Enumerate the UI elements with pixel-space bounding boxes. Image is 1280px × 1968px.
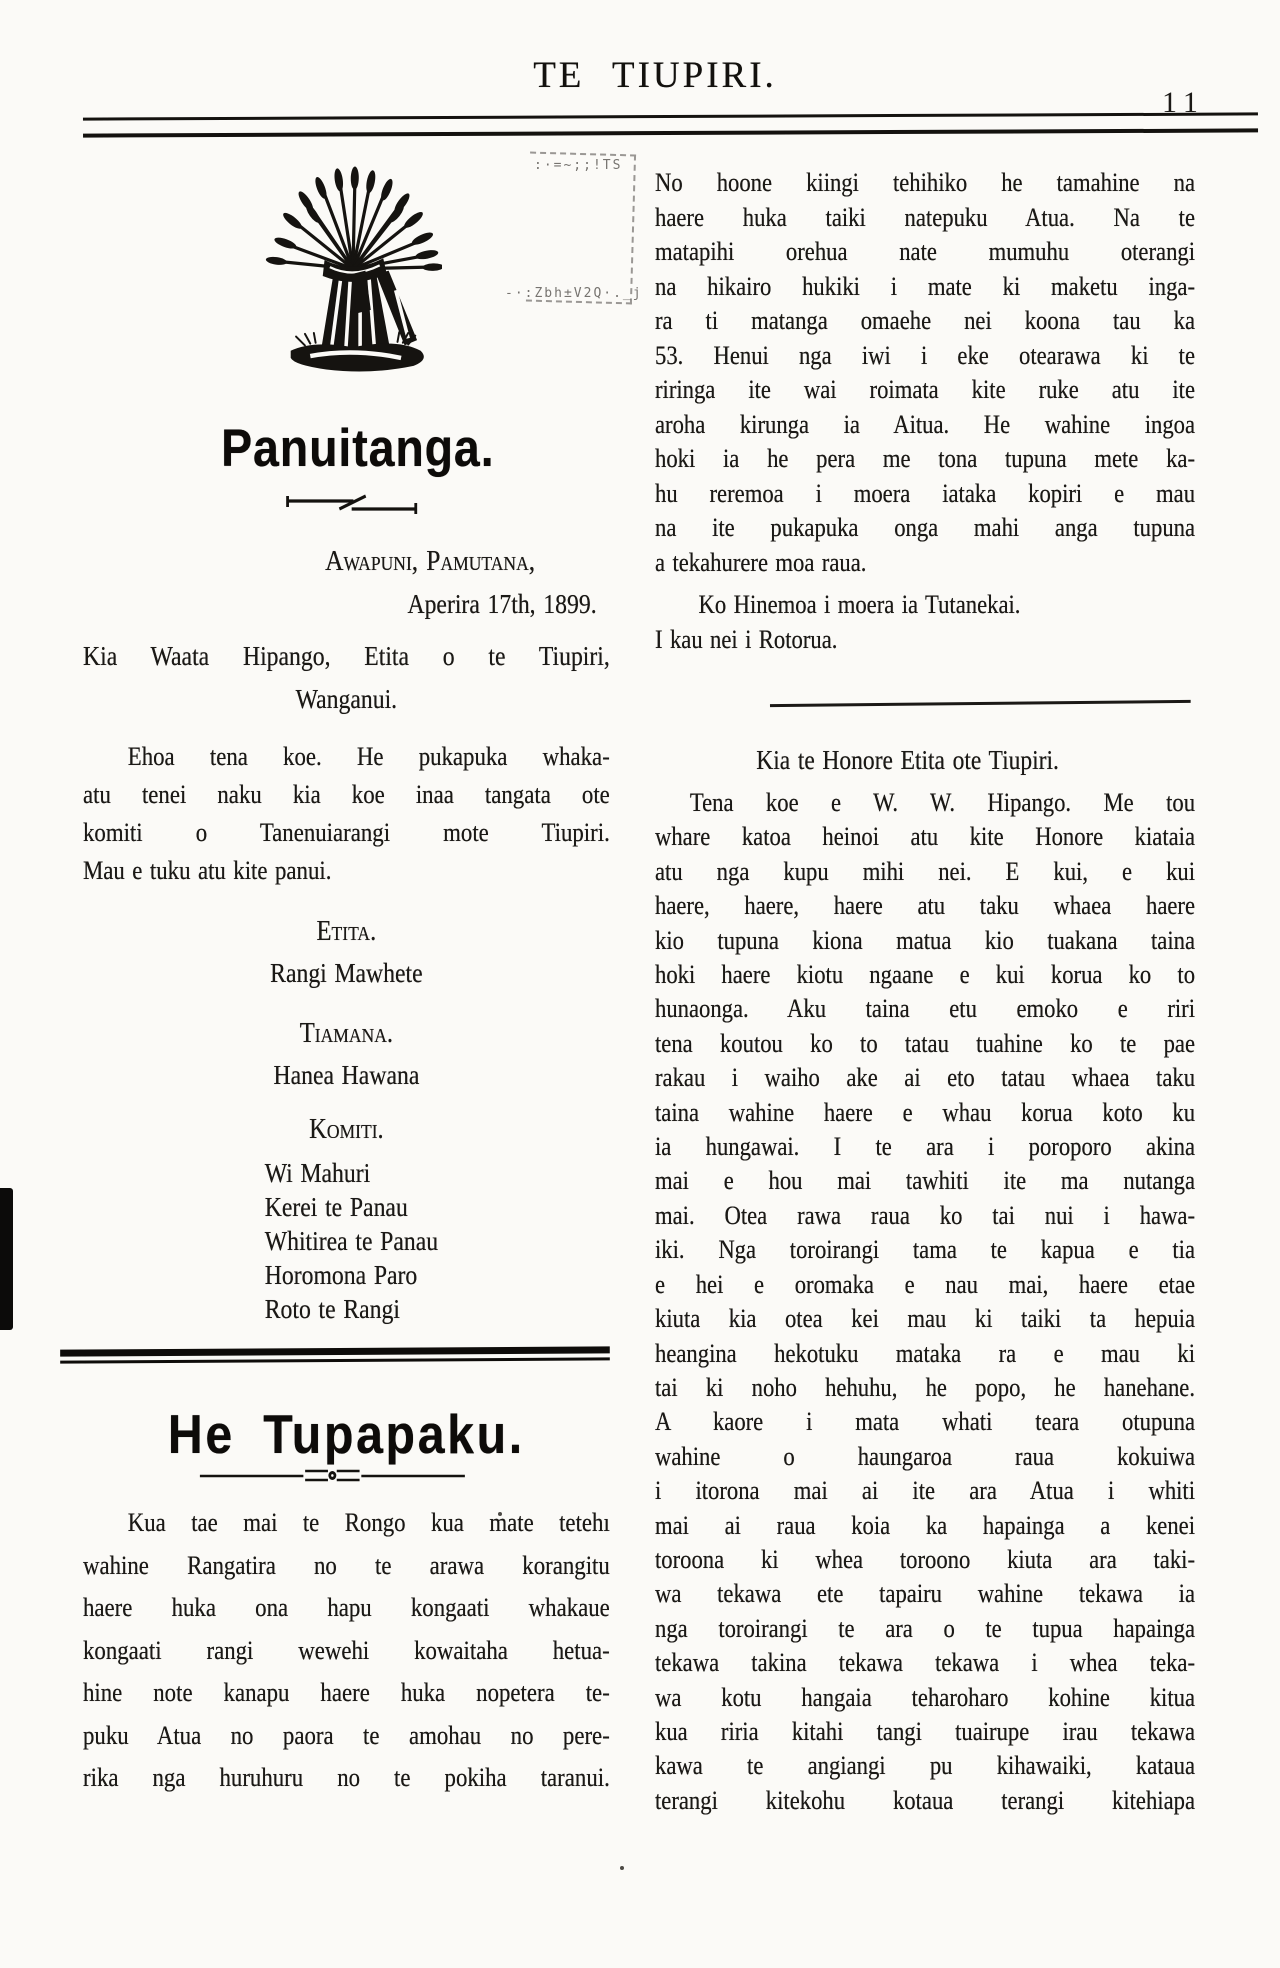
tupapaku-paragraph — [83, 1502, 610, 1800]
right-paragraph-1-line-11: na ite pukapuka onga mahi anga tupuna — [655, 513, 1196, 542]
tena-paragraph-line-19: A kaore i mata whati teara otupuna — [655, 1407, 1196, 1437]
tena-paragraph-line-13: mai. Otea rawa raua ko tai nui i hawa- — [655, 1200, 1196, 1230]
hinemoa-lines-line-2: I kau nei i Rotorua. — [655, 624, 838, 654]
tena-paragraph-line-21: i itorona mai ai ite ara Atua i whiti — [655, 1476, 1196, 1506]
tupapaku-paragraph-line-4: kongaati rangi wewehi kowaitaha hetua- — [83, 1635, 610, 1665]
tena-paragraph-line-17: heangina hekotuku mataka ra e mau ki — [655, 1338, 1196, 1368]
right-paragraph-1-line-12: a tekahurere moa raua. — [655, 547, 867, 577]
tena-paragraph-line-1: Tena koe e W. W. Hipango. Me tou — [689, 788, 1196, 817]
ehoa-paragraph-line-2: atu tenei naku kia koe inaa tangata ote — [83, 780, 610, 809]
tena-paragraph-line-15: e hei e oromaka e nau mai, haere etae — [655, 1269, 1196, 1299]
tena-paragraph-line-23: toroona ki whea toroono kiuta ara taki- — [655, 1544, 1196, 1574]
tupapaku-paragraph-line-3: haere huka ona hapu kongaati whakaue — [83, 1593, 610, 1622]
tena-paragraph-line-28: kua riria kitahi tangi tuairupe irau tekawa — [655, 1716, 1196, 1746]
komiti-names-list-line-3: Whitirea te Panau — [264, 1226, 439, 1256]
ehoa-paragraph-line-4: Mau e tuku atu kite panui. — [83, 856, 332, 885]
tena-paragraph-line-4: haere, haere, haere atu taku whaea haere — [655, 891, 1196, 921]
section-double-rule — [60, 1346, 610, 1363]
right-paragraph-1-line-7: riringa ite wai roimata kite ruke atu ite — [655, 375, 1196, 404]
postmark-fragment-bottom: -·:Zbh±V2Q·._j — [505, 286, 643, 301]
right-paragraph-1-line-1: No hoone kiingi tehihiko he tamahine na — [655, 168, 1196, 197]
ink-dot — [620, 1866, 624, 1870]
honore-heading: Kia te Honore Etita ote Tiupiri. — [756, 745, 1059, 775]
right-paragraph-1-line-8: aroha kirunga ia Aitua. He wahine ingoa — [655, 409, 1196, 439]
scan-edge-mark — [0, 1188, 13, 1330]
ehoa-paragraph-line-1: Ehoa tena koe. He pukapuka whaka- — [127, 742, 610, 771]
ehoa-paragraph-line-3: komiti o Tanenuiarangi mote Tiupiri. — [83, 818, 610, 847]
right-paragraph-1-line-5: ra ti matanga omaehe nei koona tau ka — [655, 306, 1196, 335]
tena-paragraph-line-22: mai ai raua koia ka hapainga a kenei — [655, 1510, 1196, 1540]
right-paragraph-1 — [655, 166, 1195, 580]
right-paragraph-1-line-10: hu reremoa i moera iataka kopiri e mau — [655, 478, 1196, 508]
tena-paragraph-line-20: wahine o haungaroa raua kokuiwa — [655, 1441, 1196, 1471]
komiti-names-list-line-4: Horomona Paro — [264, 1260, 418, 1290]
tena-paragraph-line-2: whare katoa heinoi atu kite Honore kiataia — [655, 822, 1196, 852]
tena-paragraph-line-8: tena koutou ko to tatau tuahine ko te pae — [655, 1028, 1196, 1058]
address-line: Awapuni, Pamutana, — [325, 545, 536, 577]
tena-paragraph-line-27: wa kotu hangaia teharoharo kohine kitua — [655, 1682, 1196, 1712]
tupapaku-heading: He Tupapaku. — [167, 1403, 525, 1465]
komiti-names-list-line-5: Roto te Rangi — [264, 1294, 400, 1324]
tena-paragraph-line-11: ia hungawai. I te ara i poroporo akina — [655, 1132, 1196, 1162]
etita-name: Rangi Mawhete — [270, 958, 423, 988]
tupapaku-divider-ornament — [200, 1464, 465, 1493]
right-paragraph-1-line-6: 53. Henui nga iwi i eke otearawa ki te — [655, 340, 1196, 370]
tena-paragraph-line-18: tai ki noho hehuhu, he popo, he hanehane. — [655, 1372, 1196, 1402]
ehoa-paragraph — [83, 738, 610, 890]
tiamana-label: Tiamana. — [299, 1018, 394, 1049]
etita-label: Etita. — [316, 916, 377, 947]
left-column — [83, 0, 610, 1968]
tupapaku-paragraph-line-5: hine note kanapu haere huka nopetera te- — [83, 1678, 610, 1707]
tena-paragraph-line-12: mai e hou mai tawhiti ite ma nutanga — [655, 1166, 1196, 1196]
tena-paragraph-line-29: kawa te angiangi pu kihawaiki, kataua — [655, 1751, 1196, 1781]
tupapaku-paragraph-line-6: puku Atua no paora te amohau no pere- — [83, 1720, 610, 1750]
right-column — [655, 166, 1195, 1866]
right-paragraph-1-line-4: na hikairo hukiki i mate ki maketu inga- — [655, 271, 1196, 301]
right-paragraph-1-line-9: hoki ia he pera me tona tupuna mete ka- — [655, 444, 1196, 473]
column-divider-rule — [770, 700, 1191, 707]
hinemoa-lines — [655, 588, 1195, 657]
tena-paragraph-line-6: hoki haere kiotu ngaane e kui korua ko to — [655, 960, 1196, 990]
tena-paragraph-line-24: wa tekawa ete tapairu wahine tekawa ia — [655, 1579, 1196, 1609]
tena-paragraph-line-3: atu nga kupu mihi nei. E kui, e kui — [655, 856, 1196, 886]
masthead-title: TE TIUPIRI. — [533, 55, 777, 96]
tena-paragraph-line-25: nga toroirangi te ara o te tupua hapainga — [655, 1613, 1196, 1643]
tena-paragraph-line-14: iki. Nga toroirangi tama te kapua e tia — [655, 1235, 1196, 1265]
tena-paragraph — [655, 786, 1195, 1818]
salutation-place: Wanganui. — [295, 684, 398, 714]
hinemoa-lines-line-1: Ko Hinemoa i moera ia Tutanekai. — [698, 590, 1021, 619]
right-paragraph-1-line-3: matapihi orehua nate mumuhu oterangi — [655, 237, 1196, 266]
date-line: Aperira 17th, 1899. — [407, 589, 597, 619]
tupapaku-paragraph-line-2: wahine Rangatira no te arawa korangitu — [83, 1550, 610, 1580]
komiti-names-list-line-1: Wi Mahuri — [264, 1158, 371, 1188]
komiti-names-list-line-2: Kerei te Panau — [264, 1192, 408, 1222]
tena-paragraph-line-30: terangi kitekohu kotaua terangi kitehiapa — [655, 1785, 1196, 1815]
komiti-label: Komiti. — [309, 1114, 384, 1145]
tiamana-name: Hanea Hawana — [273, 1060, 420, 1090]
panuitanga-divider-ornament — [281, 492, 421, 523]
tena-paragraph-line-7: hunaonga. Aku taina etu emoko e riri — [655, 994, 1196, 1024]
tena-paragraph-line-10: taina wahine haere e whau korua koto ku — [655, 1097, 1196, 1127]
tena-paragraph-line-16: kiuta kia otea kei mau ki taiki ta hepuia — [655, 1304, 1196, 1334]
komiti-names-list — [265, 1156, 438, 1326]
tena-paragraph-line-5: kio tupuna kiona matua kio tuakana taina — [655, 925, 1196, 955]
tupapaku-paragraph-line-1: Kua tae mai te Rongo kua mate tetehı — [127, 1508, 610, 1537]
tena-paragraph-line-9: rakau i waiho ake ai eto tatau whaea taku — [655, 1063, 1196, 1093]
salutation-line: Kia Waata Hipango, Etita o te Tiupiri, — [83, 641, 610, 671]
panuitanga-heading: Panuitanga. — [221, 419, 495, 478]
right-paragraph-1-line-2: haere huka taiki natepuku Atua. Na te — [655, 202, 1196, 232]
postmark-fragment-top: :·=~;;!TS — [534, 158, 623, 173]
tena-paragraph-line-26: tekawa takina tekawa tekawa i whea teka- — [655, 1648, 1196, 1678]
page-number: 11 — [1162, 86, 1205, 119]
tupapaku-paragraph-line-7: rika nga huruhuru no te pokiha taranui. — [83, 1763, 610, 1792]
